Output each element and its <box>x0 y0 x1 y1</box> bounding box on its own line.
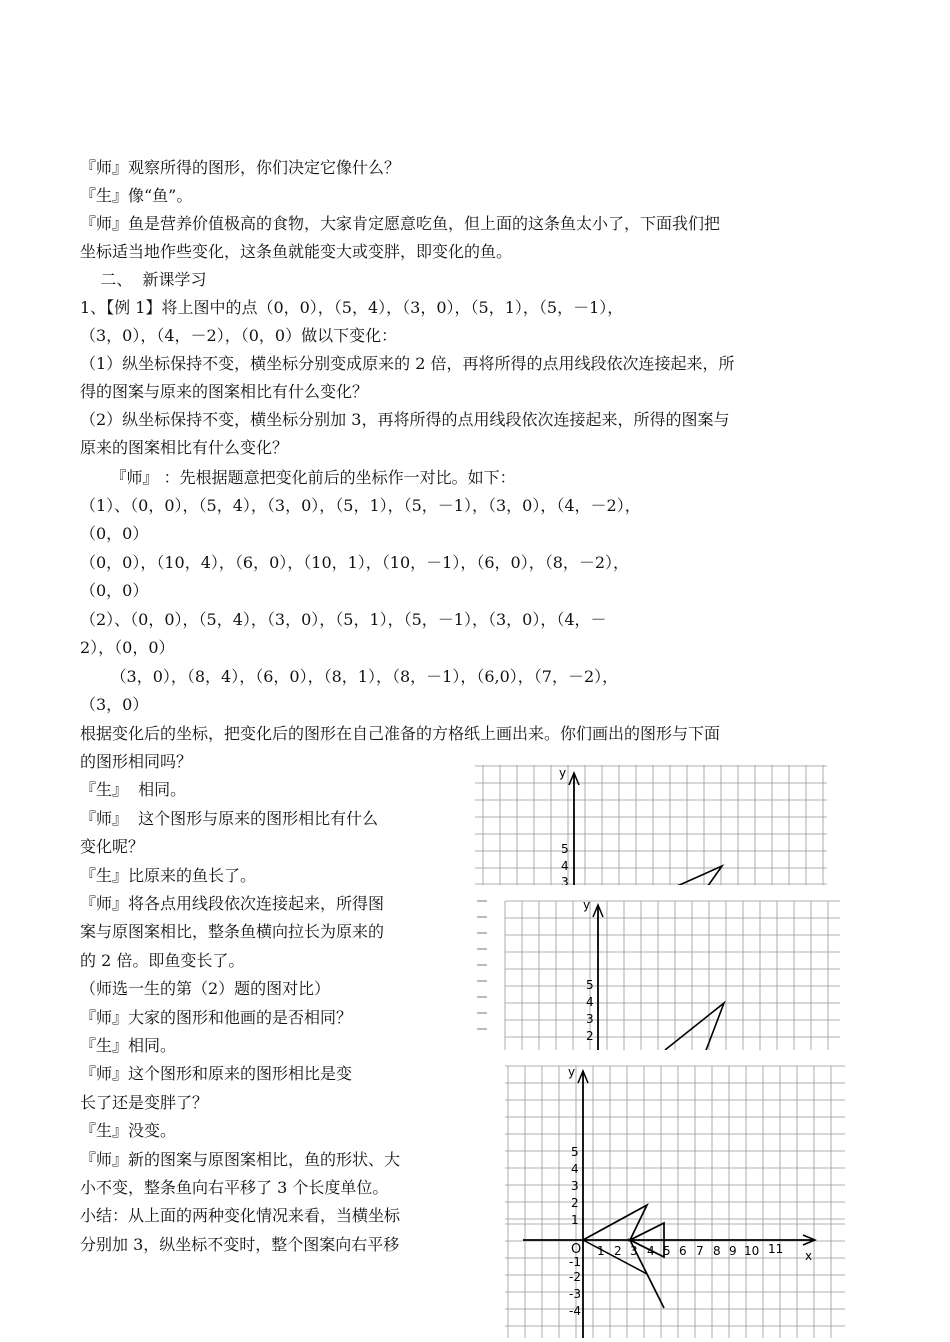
text-line: 『师』将各点用线段依次连接起来，所得图 <box>80 894 385 913</box>
text-line: 『生』相同。 <box>80 1036 177 1055</box>
y-axis-label: y <box>583 898 591 912</box>
grid-figure-2 <box>475 895 840 1050</box>
coord-line: （3，0） <box>80 695 149 714</box>
y-tick-label: 4 <box>561 859 569 873</box>
text-line: 原来的图案相比有什么变化？ <box>80 438 289 457</box>
text-line: 『师』这个图形和原来的图形相比是变 <box>80 1064 353 1083</box>
grid-figure-2-svg <box>475 895 840 1050</box>
text-line: 根据变化后的坐标，把变化后的图形在自己准备的方格纸上画出来。你们画出的图形与下面 <box>80 724 721 743</box>
text-line: 『师』鱼是营养价值极高的食物，大家肯定愿意吃鱼，但上面的这条鱼太小了，下面我们把 <box>80 214 721 233</box>
text-line: 变化呢？ <box>80 837 145 856</box>
x-tick-label: 5 <box>663 1244 671 1258</box>
coord-line: （2）、（0，0），（5，4），（3，0），（5，1），（5，－1），（3，0），（4，－ <box>80 610 607 629</box>
grid-figure-1-svg <box>475 765 827 885</box>
x-tick-label: 8 <box>713 1244 721 1258</box>
x-tick-label: 1 <box>597 1244 605 1258</box>
y-tick-label: 3 <box>571 1179 579 1193</box>
text-line: 案与原图案相比，整条鱼横向拉长为原来的 <box>80 922 385 941</box>
text-line: 长了还是变胖了？ <box>80 1093 209 1112</box>
x-tick-label: 10 <box>744 1244 760 1258</box>
y-tick-label: 2 <box>586 1029 594 1043</box>
text-line: （3，0），（4，－2），（0，0）做以下变化： <box>80 326 398 345</box>
x-tick-labels <box>597 1242 783 1258</box>
y-tick-label: 4 <box>571 1162 579 1176</box>
coord-line: （1）、（0，0），（5，4），（3，0），（5，1），（5，－1），（3，0），（4，－2）， <box>80 496 641 515</box>
text-line: （1）纵坐标保持不变，横坐标分别变成原来的 2 倍，再将所得的点用线段依次连接起来，所 <box>80 354 735 373</box>
text-line: 『师』 这个图形与原来的图形相比有什么 <box>80 809 379 828</box>
y-tick-label: 3 <box>586 1012 594 1026</box>
grid-figure-3 <box>505 1063 845 1338</box>
coord-line: （0，0） <box>80 524 149 543</box>
x-tick-label: 2 <box>614 1244 622 1258</box>
text-line: 的 2 倍。即鱼变长了。 <box>80 951 245 970</box>
coord-line: （3，0），（8，4），（6，0），（8，1），（8，－1），（6,0），（7，－2）， <box>80 667 619 686</box>
text-line: 『师』新的图案与原图案相比，鱼的形状、大 <box>80 1150 401 1169</box>
coord-line: （0，0） <box>80 581 149 600</box>
grid-lines <box>505 1066 845 1338</box>
text-line: 『师』 ：先根据题意把变化前后的坐标作一对比。如下： <box>80 468 516 487</box>
y-tick-label: 5 <box>586 978 594 992</box>
x-tick-label: 7 <box>696 1244 704 1258</box>
fish-shape <box>665 1003 724 1050</box>
text-line: 『生』 相同。 <box>80 780 187 799</box>
y-tick-label: 5 <box>571 1145 579 1159</box>
text-line: 1、【例 1】将上图中的点（0，0），（5，4），（3，0），（5，1），（5，－1）， <box>80 298 624 317</box>
text-line: 『生』像“鱼”。 <box>80 186 193 205</box>
x-tick-label: 6 <box>679 1244 687 1258</box>
y-tick-label: 5 <box>561 842 569 856</box>
grid-figure-3-svg <box>505 1063 845 1338</box>
coord-line: 2），（0，0） <box>80 638 175 657</box>
grid-figure-1 <box>475 765 827 885</box>
text-line: 『师』观察所得的图形，你们决定它像什么？ <box>80 158 401 177</box>
x-tick-label: 4 <box>647 1244 655 1258</box>
fish-shape <box>675 866 722 885</box>
y-tick-label: -2 <box>569 1270 581 1284</box>
text-line: 得的图案与原来的图案相比有什么变化？ <box>80 382 369 401</box>
stray-dashes <box>477 901 487 1029</box>
x-tick-label: 9 <box>729 1244 737 1258</box>
x-tick-label: 3 <box>630 1244 638 1258</box>
section-heading: 二、 新课学习 <box>80 270 207 289</box>
text-line: （师选一生的第（2）题的图对比） <box>80 979 331 998</box>
grid-lines <box>475 765 827 885</box>
origin-label: O <box>571 1242 582 1257</box>
y-axis-label: y <box>568 1065 576 1079</box>
y-tick-label: -4 <box>569 1304 581 1318</box>
text-line: 的图形相同吗？ <box>80 752 193 771</box>
y-tick-label: 3 <box>561 875 569 885</box>
y-tick-label: 4 <box>586 995 594 1009</box>
y-tick-label: -3 <box>569 1287 581 1301</box>
grid-lines <box>505 901 840 1050</box>
text-line: 小不变，整条鱼向右平移了 3 个长度单位。 <box>80 1178 389 1197</box>
y-tick-labels <box>569 1145 581 1318</box>
text-line: 小结：从上面的两种变化情况来看，当横坐标 <box>80 1206 401 1225</box>
y-tick-label: 1 <box>571 1213 579 1227</box>
y-tick-label: 2 <box>571 1196 579 1210</box>
text-line: 『生』比原来的鱼长了。 <box>80 866 257 885</box>
text-line: （2）纵坐标保持不变，横坐标分别加 3，再将所得的点用线段依次连接起来，所得的图案与 <box>80 410 730 429</box>
text-line: 分别加 3，纵坐标不变时，整个图案向右平移 <box>80 1235 400 1254</box>
x-tick-label: 11 <box>768 1242 784 1256</box>
y-tick-label: -1 <box>569 1255 581 1269</box>
y-axis-label: y <box>559 766 567 780</box>
x-axis-label: x <box>805 1249 813 1263</box>
coord-line: （0，0），（10，4），（6，0），（10，1），（10，－1），（6，0），（8，－2）， <box>80 553 630 572</box>
text-line: 坐标适当地作些变化，这条鱼就能变大或变胖，即变化的鱼。 <box>80 242 513 261</box>
text-line: 『生』没变。 <box>80 1121 177 1140</box>
text-line: 『师』大家的图形和他画的是否相同？ <box>80 1008 353 1027</box>
